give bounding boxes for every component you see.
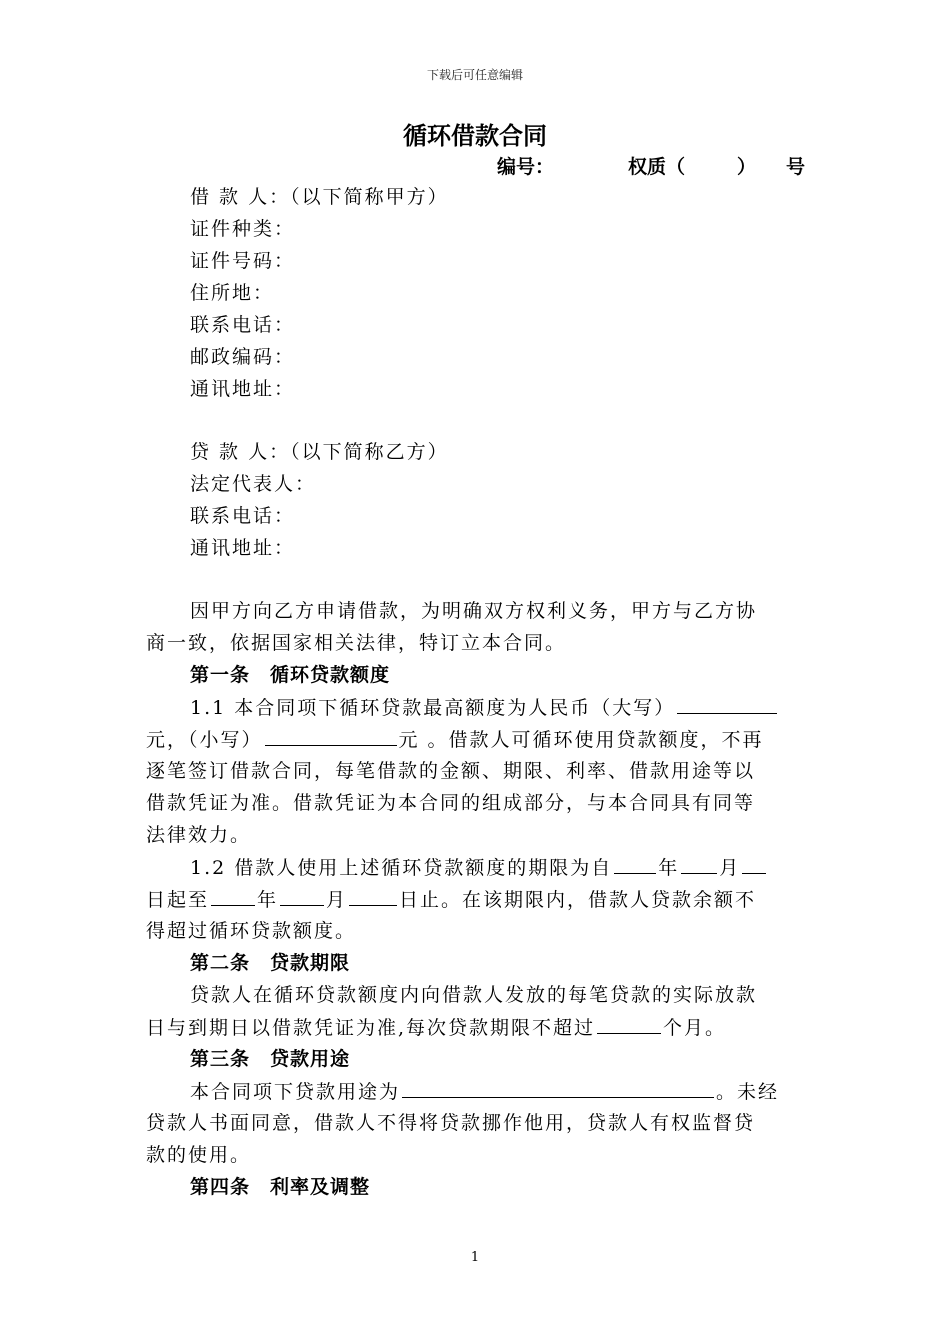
article-1-1-line-5: 法律效力。 bbox=[146, 824, 252, 846]
article-2-text-b2: 个月。 bbox=[663, 1017, 727, 1039]
amount-in-figures-blank[interactable] bbox=[265, 726, 397, 746]
article-3-line-1 bbox=[190, 1078, 779, 1105]
article-1-heading: 第一条 循环贷款额度 bbox=[190, 664, 391, 686]
borrower-address: 通讯地址： bbox=[190, 378, 296, 400]
borrower-postcode: 邮政编码： bbox=[190, 346, 296, 368]
article-1-2-line-3: 得超过循环贷款额度。 bbox=[146, 920, 357, 942]
lender-role: 贷 款 人：（以下简称乙方） bbox=[190, 441, 449, 463]
borrower-id-type: 证件种类： bbox=[190, 218, 296, 240]
article-4-heading: 第四条 利率及调整 bbox=[190, 1176, 371, 1198]
header-note: 下载后可任意编辑 bbox=[426, 68, 523, 82]
article-2-text-b1: 日与到期日以借款凭证为准,每次贷款期限不超过 bbox=[146, 1017, 596, 1039]
end-month-blank[interactable] bbox=[280, 886, 324, 906]
article-1-2-text-b1: 日起至 bbox=[146, 889, 210, 911]
article-2-heading: 第二条 贷款期限 bbox=[190, 952, 351, 974]
article-3-text-a1: 本合同项下贷款用途为 bbox=[190, 1081, 401, 1103]
year-label: 年 bbox=[658, 857, 680, 879]
borrower-phone: 联系电话： bbox=[190, 314, 296, 336]
article-1-1-line-3: 逐笔签订借款合同，每笔借款的金额、期限、利率、借款用途等以 bbox=[146, 760, 756, 782]
article-1-1-line-2 bbox=[146, 726, 764, 753]
article-1-2-text-b2: 日止。在该期限内，借款人贷款余额不 bbox=[399, 889, 757, 911]
contract-number-mid: 权质（ bbox=[628, 156, 686, 178]
article-3-text-a2: 。未经 bbox=[716, 1081, 780, 1103]
article-1-1-line-1 bbox=[190, 694, 779, 721]
article-1-1-text-b2: 元 。借款人可循环使用贷款额度，不再 bbox=[398, 729, 764, 751]
article-2-line-2 bbox=[146, 1014, 726, 1041]
borrower-id-number: 证件号码： bbox=[190, 250, 296, 272]
article-2-line-1: 贷款人在循环贷款额度内向借款人发放的每笔贷款的实际放款 bbox=[190, 984, 758, 1006]
year-label: 年 bbox=[257, 889, 279, 911]
month-label: 月 bbox=[719, 857, 741, 879]
loan-purpose-blank[interactable] bbox=[402, 1078, 714, 1098]
article-1-2-line-2 bbox=[146, 886, 756, 913]
borrower-role: 借 款 人：（以下简称甲方） bbox=[190, 186, 449, 208]
page-number: 1 bbox=[470, 1250, 480, 1265]
contract-number-line bbox=[0, 152, 950, 180]
article-3-line-2: 贷款人书面同意，借款人不得将贷款挪作他用，贷款人有权监督贷 bbox=[146, 1112, 756, 1134]
article-3-heading: 第三条 贷款用途 bbox=[190, 1048, 351, 1070]
contract-number-suffix: 号 bbox=[786, 156, 806, 178]
article-1-1-line-4: 借款凭证为准。借款凭证为本合同的组成部分，与本合同具有同等 bbox=[146, 792, 756, 814]
document-title: 循环借款合同 bbox=[403, 122, 547, 150]
end-day-blank[interactable] bbox=[349, 886, 397, 906]
borrower-residence: 住所地： bbox=[190, 282, 275, 304]
lender-legal-rep: 法定代表人： bbox=[190, 473, 317, 495]
contract-number-label: 编号： bbox=[497, 156, 555, 178]
article-1-1-text-b1: 元，（小写） bbox=[146, 729, 263, 751]
intro-line-1: 因甲方向乙方申请借款，为明确双方权利义务，甲方与乙方协 bbox=[190, 600, 758, 622]
contract-number-close: ） bbox=[737, 156, 757, 178]
article-3-line-3: 款的使用。 bbox=[146, 1144, 252, 1166]
lender-phone: 联系电话： bbox=[190, 505, 296, 527]
amount-in-words-blank[interactable] bbox=[677, 694, 777, 714]
lender-address: 通讯地址： bbox=[190, 537, 296, 559]
article-1-2-line-1 bbox=[190, 854, 768, 881]
month-label: 月 bbox=[326, 889, 348, 911]
end-year-blank[interactable] bbox=[211, 886, 255, 906]
start-day-blank[interactable] bbox=[742, 854, 766, 874]
intro-line-2: 商一致，依据国家相关法律，特订立本合同。 bbox=[146, 632, 567, 654]
start-month-blank[interactable] bbox=[681, 854, 717, 874]
article-1-1-text: 1.1 本合同项下循环贷款最高额度为人民币（大写） bbox=[190, 697, 676, 719]
max-loan-term-blank[interactable] bbox=[597, 1014, 661, 1034]
start-year-blank[interactable] bbox=[614, 854, 656, 874]
article-1-2-text: 1.2 借款人使用上述循环贷款额度的期限为自 bbox=[190, 857, 613, 879]
